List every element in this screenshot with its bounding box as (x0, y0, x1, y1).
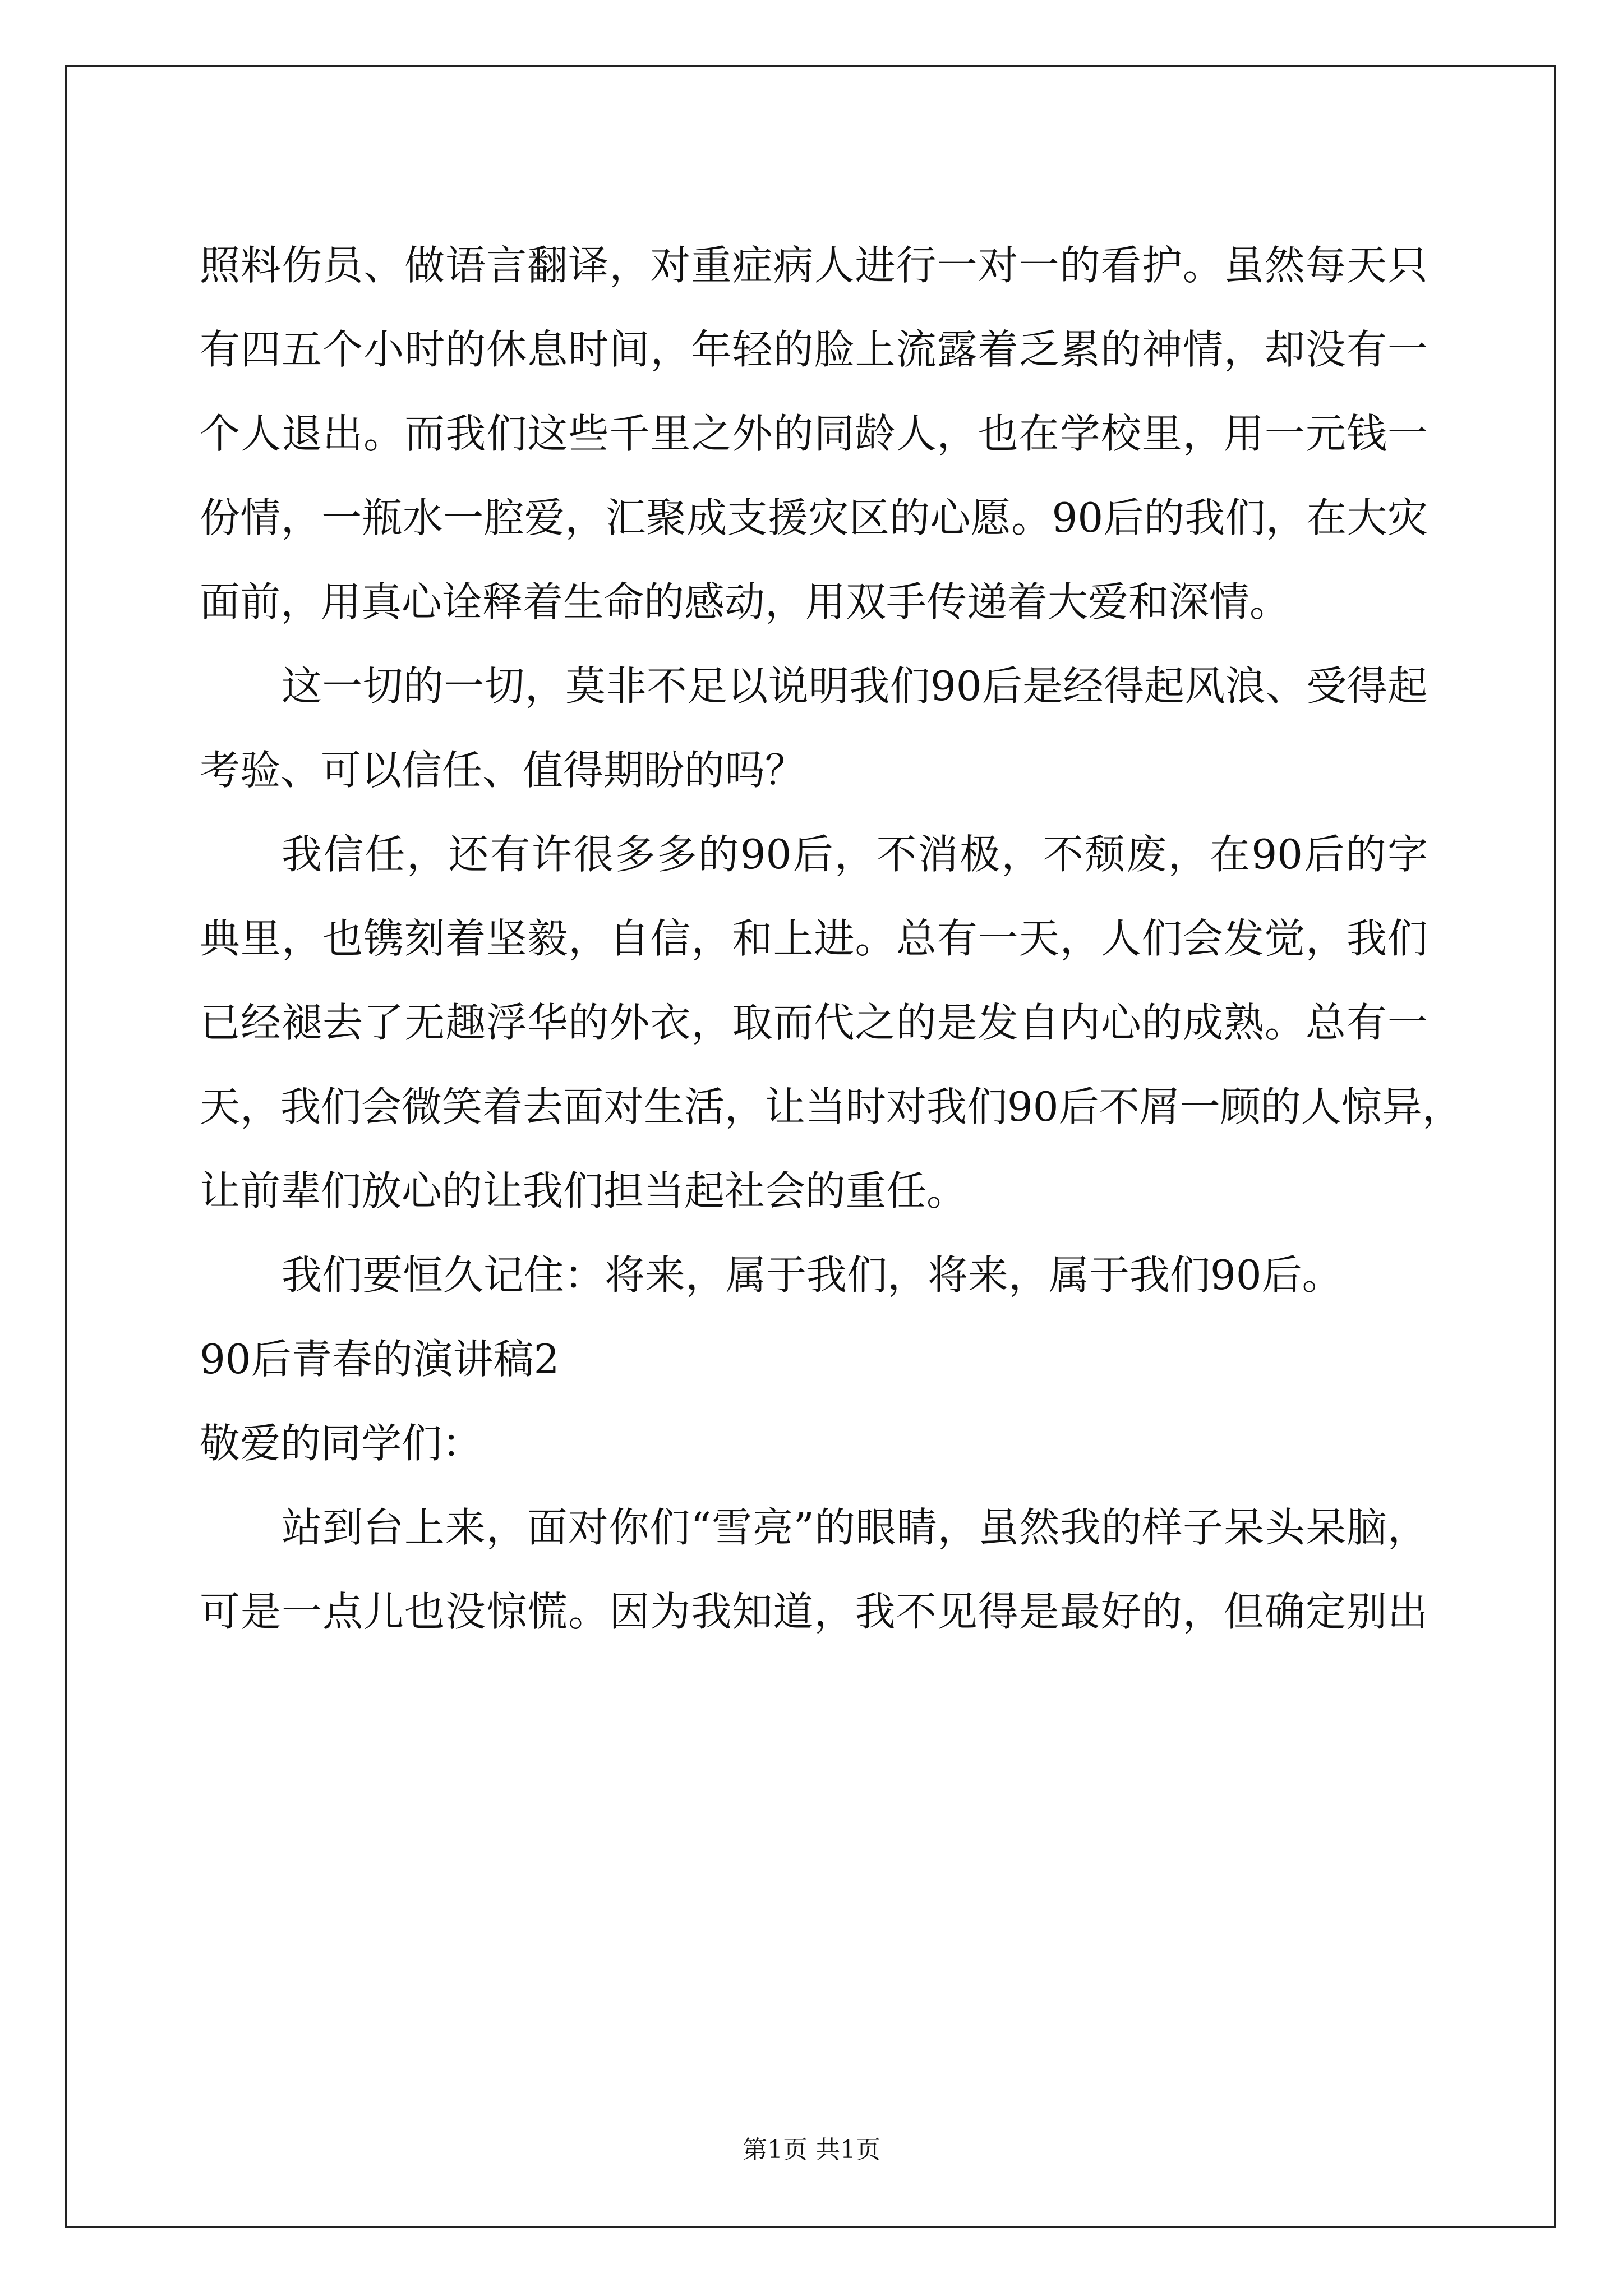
section-heading: 90后青春的演讲稿2 (200, 1336, 560, 1383)
text-line: 照料伤员、做语言翻译，对重症病人进行一对一的看护。虽然每天只 (200, 242, 1428, 289)
text-line: 我信任，还有许很多多的90后，不消极，不颓废，在90后的字 (282, 831, 1428, 878)
text-line: 份情，一瓶水一腔爱，汇聚成支援灾区的心愿。90后的我们，在大灾 (200, 494, 1428, 541)
text-line: 这一切的一切，莫非不足以说明我们90后是经得起风浪、受得起 (282, 662, 1428, 710)
text-line: 考验、可以信任、值得期盼的吗？ (200, 747, 806, 794)
text-line: 已经褪去了无趣浮华的外衣，取而代之的是发自内心的成熟。总有一 (200, 999, 1428, 1046)
text-line: 让前辈们放心的让我们担当起社会的重任。 (200, 1167, 967, 1214)
text-line: 我们要恒久记住：将来，属于我们，将来，属于我们90后。 (282, 1251, 1343, 1299)
text-line: 有四五个小时的休息时间，年轻的脸上流露着乏累的神情，却没有一 (200, 326, 1428, 373)
page-number: 第1页 共1页 (743, 2136, 880, 2164)
text-line: 典里，也镌刻着坚毅，自信，和上进。总有一天，人们会发觉，我们 (200, 915, 1428, 962)
text-line: 个人退出。而我们这些千里之外的同龄人，也在学校里，用一元钱一 (200, 410, 1428, 457)
text-line: 天，我们会微笑着去面对生活，让当时对我们90后不屑一顾的人惊异， (200, 1083, 1463, 1130)
text-line: 站到台上来，面对你们“雪亮”的眼睛，虽然我的样子呆头呆脑， (282, 1504, 1428, 1551)
document-body (200, 223, 1463, 1654)
salutation: 敬爱的同学们： (200, 1420, 483, 1467)
text-line: 面前，用真心诠释着生命的感动，用双手传递着大爱和深情。 (200, 578, 1290, 625)
text-line: 可是一点儿也没惊慌。因为我知道，我不见得是最好的，但确定别出 (200, 1588, 1428, 1635)
